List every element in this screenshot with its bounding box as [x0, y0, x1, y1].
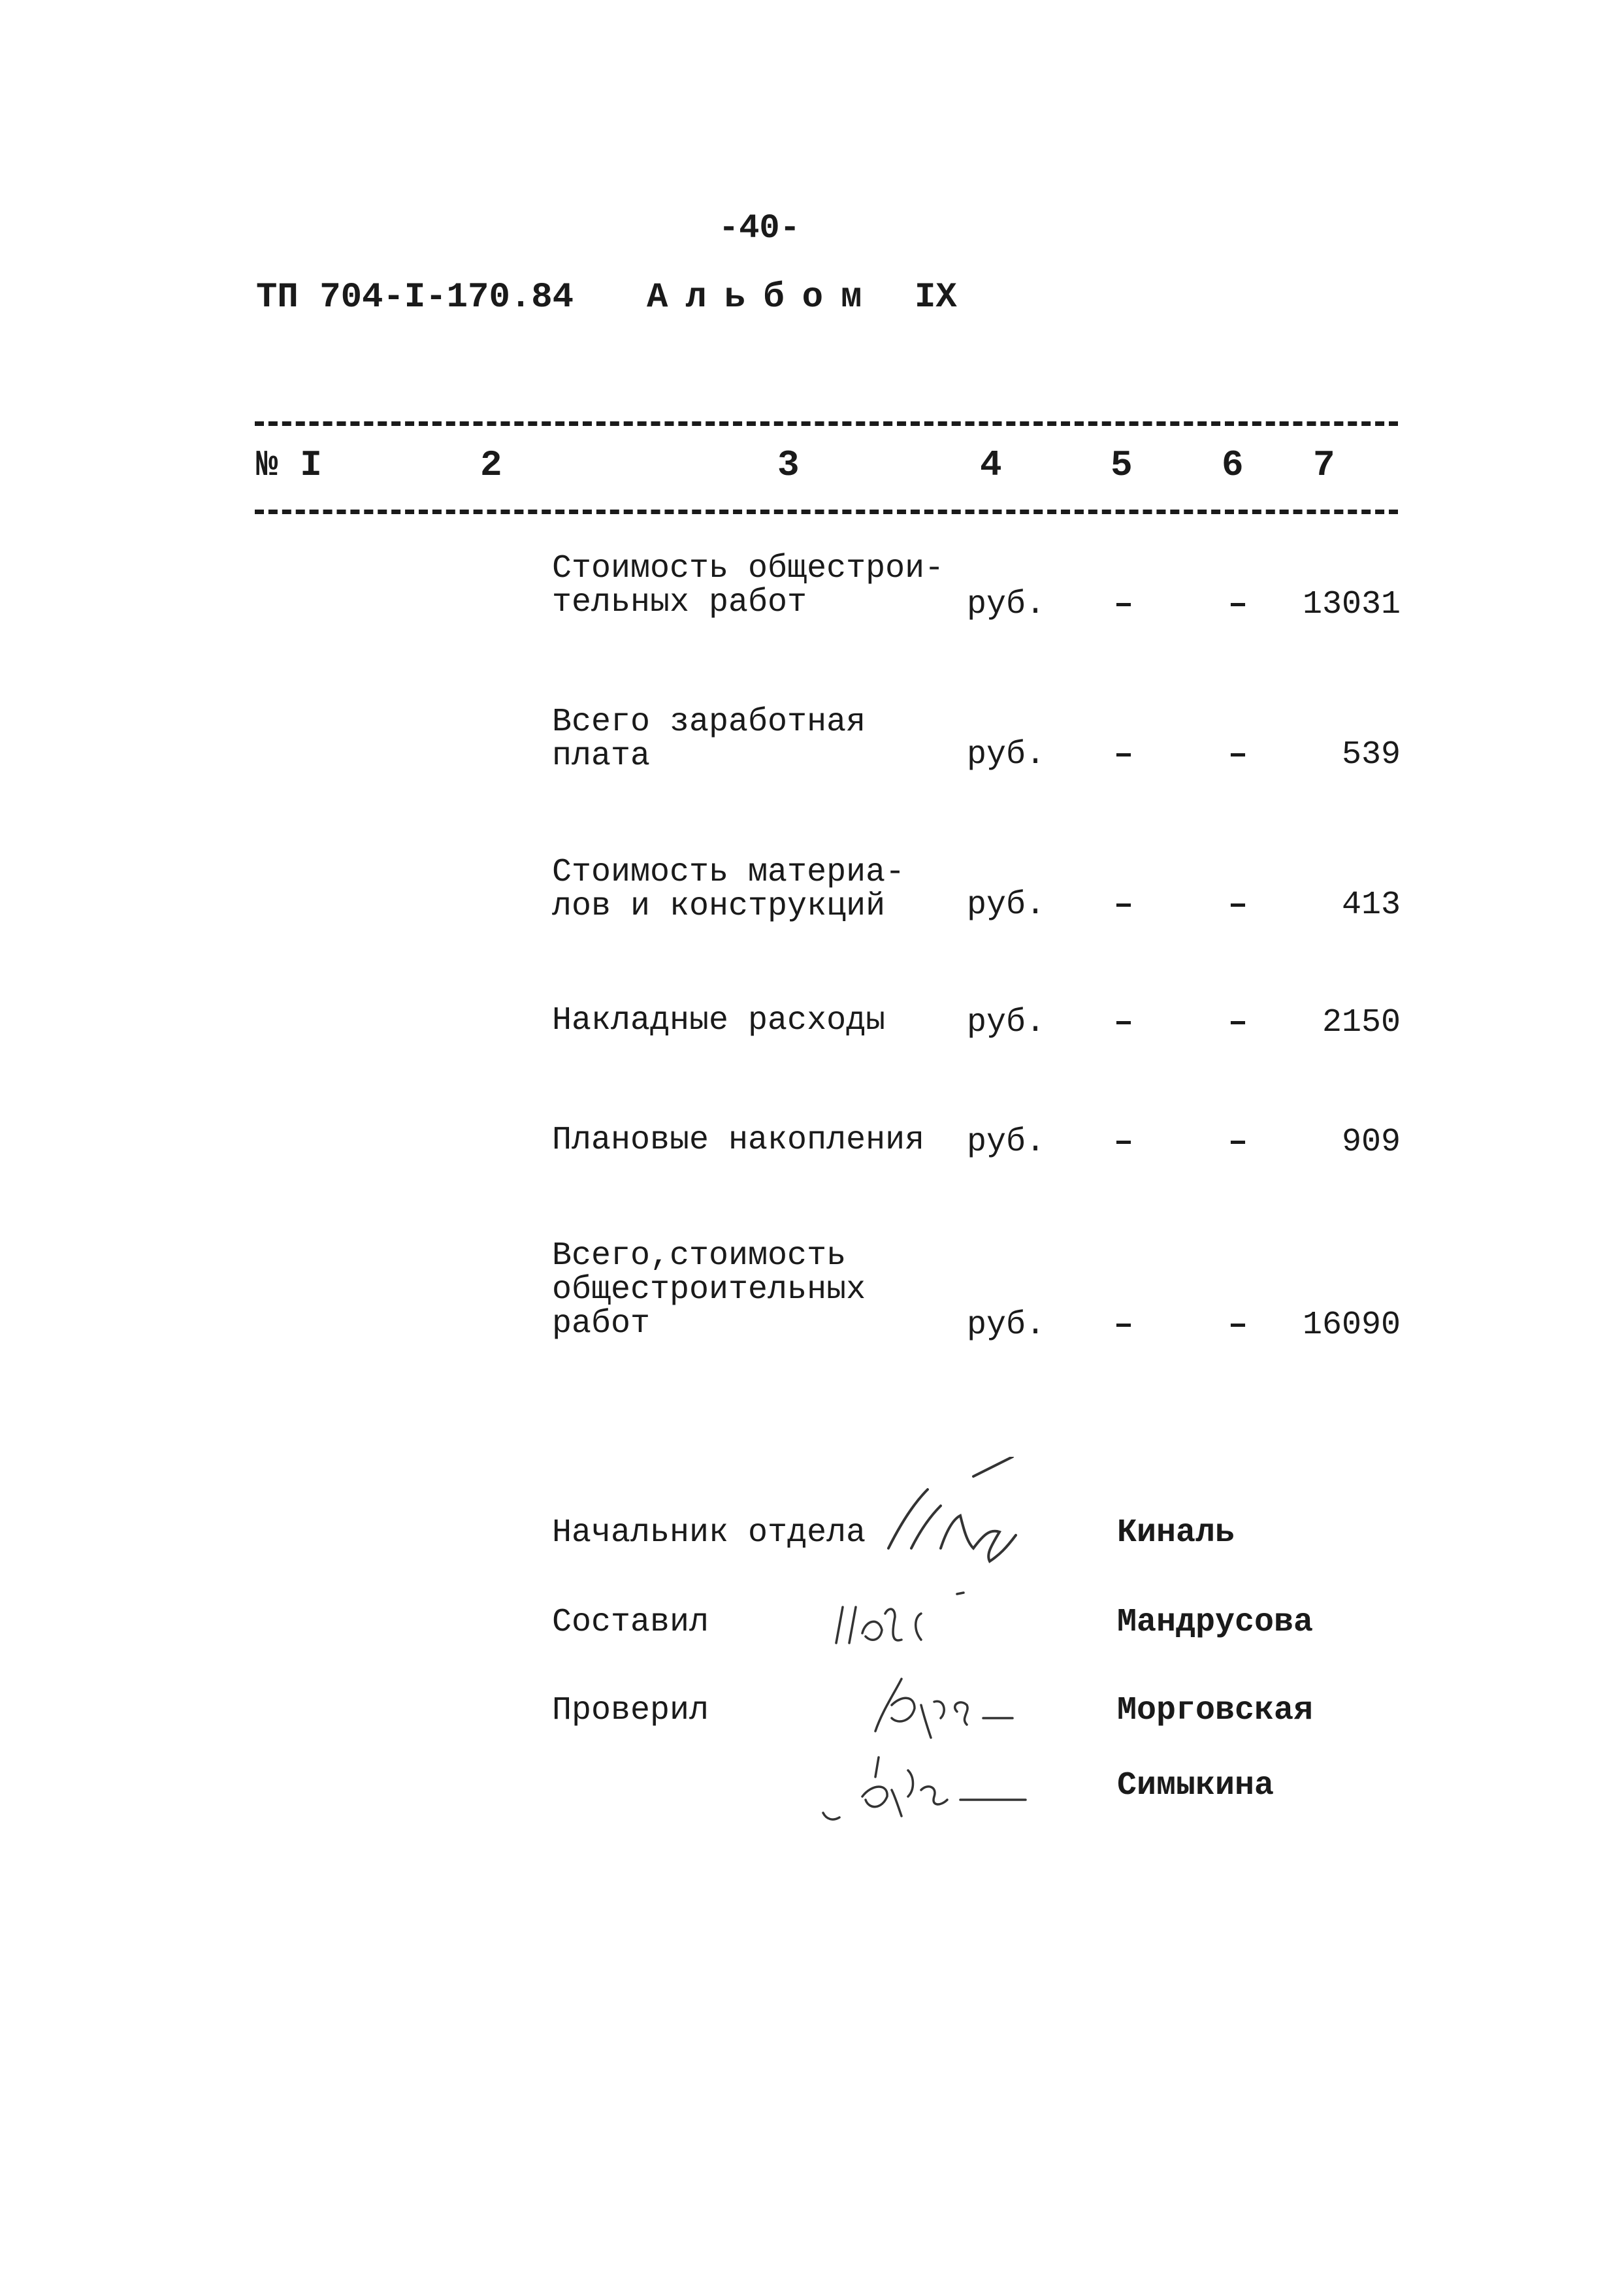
table-row-name: Плановые накопления — [552, 1122, 925, 1159]
column-header-4: 4 — [980, 444, 1002, 486]
table-row-value: 909 — [1341, 1124, 1401, 1161]
table-row-value: 16090 — [1302, 1307, 1401, 1344]
signature-role: Составил — [552, 1604, 709, 1641]
table-header-rule — [255, 510, 1398, 514]
table-row-col6: – — [1228, 1307, 1248, 1344]
column-header-7: 7 — [1313, 444, 1335, 486]
signatory-name: Симыкина — [1117, 1767, 1275, 1804]
table-row-value: 2150 — [1322, 1004, 1401, 1041]
handwritten-signature — [823, 1581, 973, 1653]
table-row-unit: руб. — [967, 586, 1046, 623]
table-row-col5: – — [1114, 886, 1134, 924]
table-top-rule — [255, 421, 1398, 426]
table-row-col6: – — [1228, 1124, 1248, 1161]
handwritten-signature — [817, 1744, 1039, 1829]
table-row-col6: – — [1228, 736, 1248, 773]
signatory-name: Мандрусова — [1117, 1604, 1314, 1641]
table-row-col6: – — [1228, 886, 1248, 924]
table-row-col5: – — [1114, 1124, 1134, 1161]
table-row-col6: – — [1228, 1004, 1248, 1041]
table-row-col6: – — [1228, 586, 1248, 623]
table-row-col5: – — [1114, 1004, 1134, 1041]
column-header-5: 5 — [1111, 444, 1133, 486]
table-row-unit: руб. — [967, 886, 1046, 924]
table-row-name: Всего заработная плата — [552, 704, 866, 775]
table-row-unit: руб. — [967, 1004, 1046, 1041]
table-row-name: Всего,стоимость общестроительных работ — [552, 1237, 866, 1342]
page-number: -40- — [719, 209, 800, 248]
signatory-name: Морговская — [1117, 1692, 1314, 1729]
signature-role: Начальник отдела — [552, 1514, 866, 1552]
column-header-1: № I — [256, 444, 322, 486]
table-row-value: 413 — [1341, 886, 1401, 924]
table-row-name: Стоимость общестрои- тельных работ — [552, 550, 945, 621]
table-row-col5: – — [1114, 1307, 1134, 1344]
album-label: Альбом — [647, 278, 880, 317]
table-row-value: 539 — [1341, 736, 1401, 773]
table-row-col5: – — [1114, 736, 1134, 773]
document-code: ТП 704-I-170.84 — [256, 278, 574, 317]
table-row-value: 13031 — [1302, 586, 1401, 623]
table-row-col5: – — [1114, 586, 1134, 623]
album-number: IX — [915, 278, 957, 317]
column-header-2: 2 — [480, 444, 502, 486]
table-row-unit: руб. — [967, 1124, 1046, 1161]
table-row-name: Накладные расходы — [552, 1002, 886, 1039]
column-header-3: 3 — [777, 444, 800, 486]
handwritten-signature — [875, 1457, 1045, 1568]
table-row-unit: руб. — [967, 736, 1046, 773]
table-row-unit: руб. — [967, 1307, 1046, 1344]
column-header-6: 6 — [1222, 444, 1244, 486]
table-row-name: Стоимость материа- лов и конструкций — [552, 854, 905, 925]
signature-role: Проверил — [552, 1692, 709, 1729]
signatory-name: Киналь — [1117, 1514, 1235, 1552]
handwritten-signature — [862, 1666, 1026, 1744]
